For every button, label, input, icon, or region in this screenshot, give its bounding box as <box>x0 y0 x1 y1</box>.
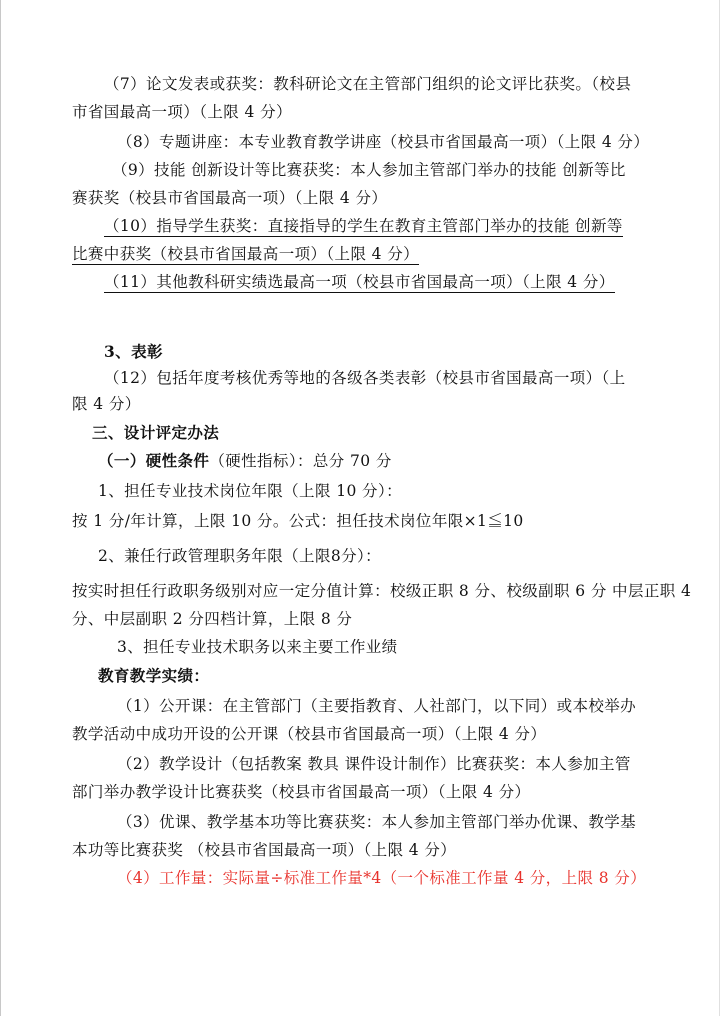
achievement-1-line-2: 教学活动中成功开设的公开课（校县市省国最高一项）（上限 4 分） <box>72 725 547 743</box>
hard-conditions-total: （硬性指标）：总分 70 分 <box>209 452 392 470</box>
item-8-line: （8）专题讲座：本专业教育教学讲座（校县市省国最高一项）（上限 4 分） <box>117 133 650 151</box>
teaching-achievements-heading: 教育教学实绩： <box>98 666 210 685</box>
achievement-1-line-1: （1）公开课：在主管部门（主要指教育、人社部门，以下同）或本校举办 <box>117 697 637 715</box>
achievement-3-line-1: （3）优课、教学基本功等比赛获奖：本人参加主管部门举办优课、教学基 <box>117 813 637 831</box>
section-three-heading: 三、设计评定办法 <box>92 423 220 442</box>
item-10-line-2: 比赛中获奖（校县市省国最高一项）（上限 4 分） <box>72 245 420 263</box>
criterion-2-detail-1: 按实时担任行政职务级别对应一定分值计算：校级正职 8 分、校级副职 6 分 中层正职 4 <box>72 582 692 600</box>
section-3-heading: 3、表彰 <box>104 342 163 361</box>
item-9-line-1: （9）技能 创新设计等比赛获奖：本人参加主管部门举办的技能 创新等比 <box>112 161 626 179</box>
achievement-2-line-1: （2）教学设计（包括教案 教具 课件设计制作）比赛获奖：本人参加主管 <box>117 755 631 773</box>
achievement-2-line-2: 部门举办教学设计比赛获奖（校县市省国最高一项）（上限 4 分） <box>72 783 531 801</box>
item-12-line-1: （12）包括年度考核优秀等地的各级各类表彰（校县市省国最高一项）（上 <box>104 369 626 387</box>
hard-conditions-label: （一）硬性条件 <box>98 451 210 470</box>
achievement-4-workload: （4）工作量：实际量÷标准工作量*4（一个标准工作量 4 分，上限 8 分） <box>117 869 647 887</box>
criterion-1-heading: 1、担任专业技术岗位年限（上限 10 分）： <box>98 482 402 500</box>
criterion-1-formula: 按 1 分/年计算，上限 10 分。公式：担任技术岗位年限×1≦10 <box>72 512 524 530</box>
item-10-line-1: （10）指导学生获奖：直接指导的学生在教育主管部门举办的技能 创新等 <box>104 217 623 235</box>
achievement-3-line-2: 本功等比赛获奖 （校县市省国最高一项）（上限 4 分） <box>72 841 457 859</box>
criterion-2-detail-2: 分、中层副职 2 分四档计算，上限 8 分 <box>72 610 353 628</box>
criterion-3-heading: 3、担任专业技术职务以来主要工作业绩 <box>117 638 398 656</box>
item-11-line: （11）其他教科研实绩选最高一项（校县市省国最高一项）（上限 4 分） <box>104 273 615 291</box>
criterion-2-heading: 2、兼任行政管理职务年限（上限8分）： <box>98 547 382 565</box>
item-9-line-2: 赛获奖（校县市省国最高一项）（上限 4 分） <box>72 189 388 207</box>
item-7-line-2: 市省国最高一项）（上限 4 分） <box>72 103 292 121</box>
item-7-line-1: （7）论文发表或获奖：教科研论文在主管部门组织的论文评比获奖。（校县 <box>104 75 632 93</box>
hard-conditions-heading <box>98 451 392 471</box>
item-12-line-2: 限 4 分） <box>72 395 141 413</box>
